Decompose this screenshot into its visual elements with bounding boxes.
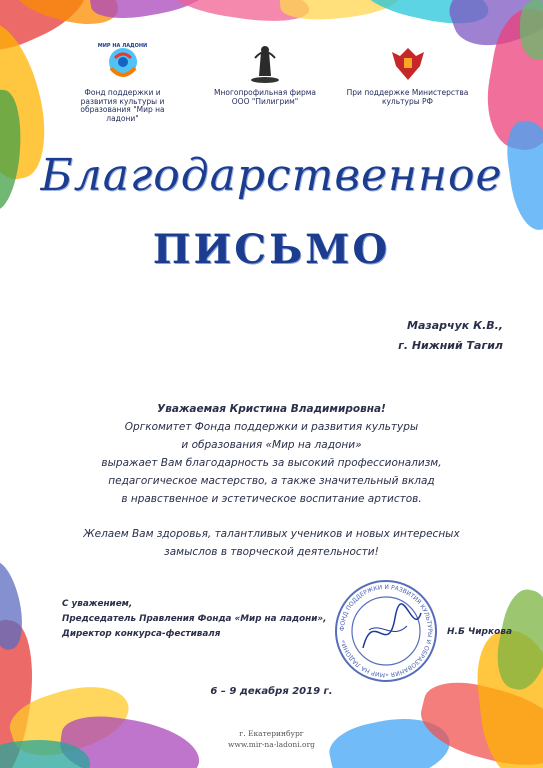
stamp-text: ФОНД ПОДДЕРЖКИ И РАЗВИТИЯ КУЛЬТУРЫ И ОБРАЗОВАНИЯ «МИР НА ЛАДОНИ» [338,583,434,679]
body-line: Оргкомитет Фонда поддержки и развития культуры [124,421,419,433]
greeting: Уважаемая Кристина Владимировна! [157,403,386,415]
ministry-caption: При поддержке Министерства культуры РФ [346,88,469,106]
wish-line: замыслов в творческой деятельности! [164,546,379,558]
footer-city: г. Екатеринбург [239,729,304,738]
body-line: педагогическое мастерство, а также значительный вклад [108,475,435,487]
body-line: в нравственное и эстетическое воспитание артистов. [121,493,422,505]
footer [0,728,543,750]
wish-block [40,525,503,561]
pilgrim-caption: Многопрофильная фирма ООО "Пилигрим" [214,88,316,106]
pilgrim-logo [210,42,320,106]
foundation-logo [70,42,175,123]
signature-line: С уважением, [62,599,133,609]
signer-name: Н.Б Чиркова [447,627,513,637]
body-line: и образования «Мир на ладони» [181,439,362,451]
recipient-name: Мазарчук К.В., [407,319,503,332]
signature-line: Директор конкурса-фестиваля [62,629,221,639]
signature-line: Председатель Правления Фонда «Мир на ладони», [62,614,327,624]
title-main: ПИСЬМО [152,226,391,273]
recipient-block [398,316,503,356]
foundation-caption: Фонд поддержки и развития культуры и образования "Мир на ладони" [80,88,165,123]
event-date: 6 – 9 декабря 2019 г. [210,686,333,697]
letter-body [40,400,503,508]
official-stamp [333,578,439,684]
footer-site[interactable]: www.mir-na-ladoni.org [228,740,315,749]
foundation-logo-badge: МИР НА ЛАДОНИ [97,43,148,49]
title-script: Благодарственное [40,150,503,201]
signature-block [62,597,326,642]
wish-line: Желаем Вам здоровья, талантливых учеников и новых интересных [83,528,460,540]
body-line: выражает Вам благодарность за высокий профессионализм, [101,457,442,469]
eagle-emblem-icon [386,42,430,86]
recipient-city: г. Нижний Тагил [398,339,503,352]
ministry-logo [345,42,470,106]
handwritten-signature [363,604,421,648]
svg-text:ФОНД ПОДДЕРЖКИ И РАЗВИТИЯ КУЛЬ [339,584,433,678]
pilgrim-figure-icon [243,42,287,86]
